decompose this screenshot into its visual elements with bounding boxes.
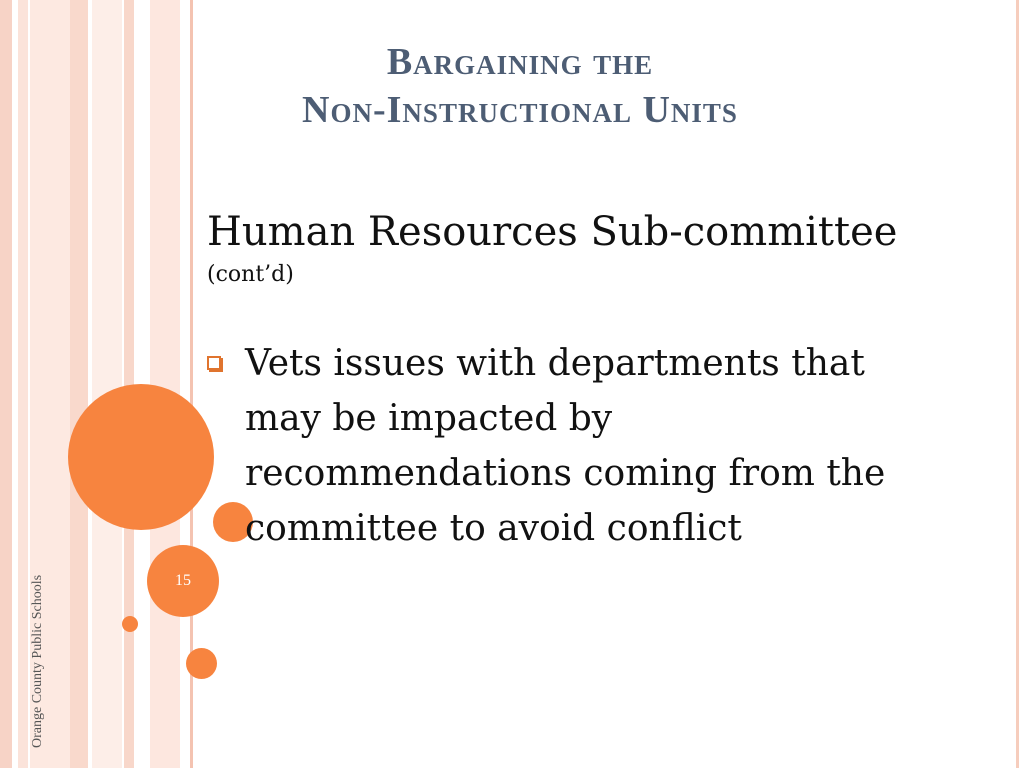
decor-stripe — [70, 0, 88, 768]
decor-circle-small — [122, 616, 138, 632]
page-number: 15 — [175, 572, 191, 589]
decor-stripe — [150, 0, 180, 768]
square-bullet-icon — [207, 356, 221, 370]
decor-circle-large — [68, 384, 214, 530]
decor-circle-bottom — [186, 648, 217, 679]
decor-stripe — [92, 0, 122, 768]
decor-stripe — [18, 0, 28, 768]
slide-title — [200, 38, 840, 134]
decor-stripe — [0, 0, 12, 768]
section-heading: Human Resources Sub-committee — [207, 209, 898, 255]
title-line-1: Bargaining the — [386, 41, 654, 83]
footer-organization: Orange County Public Schools — [30, 574, 45, 748]
title-line-2: Non-Instructional Units — [302, 89, 738, 131]
decor-right-line — [1016, 0, 1019, 768]
bullet-text: Vets issues with departments that may be impacted by recommendations coming from the committee to avoid conflict — [245, 343, 886, 549]
section-heading-note: (cont’d) — [207, 262, 294, 287]
bullet-item — [207, 336, 907, 556]
